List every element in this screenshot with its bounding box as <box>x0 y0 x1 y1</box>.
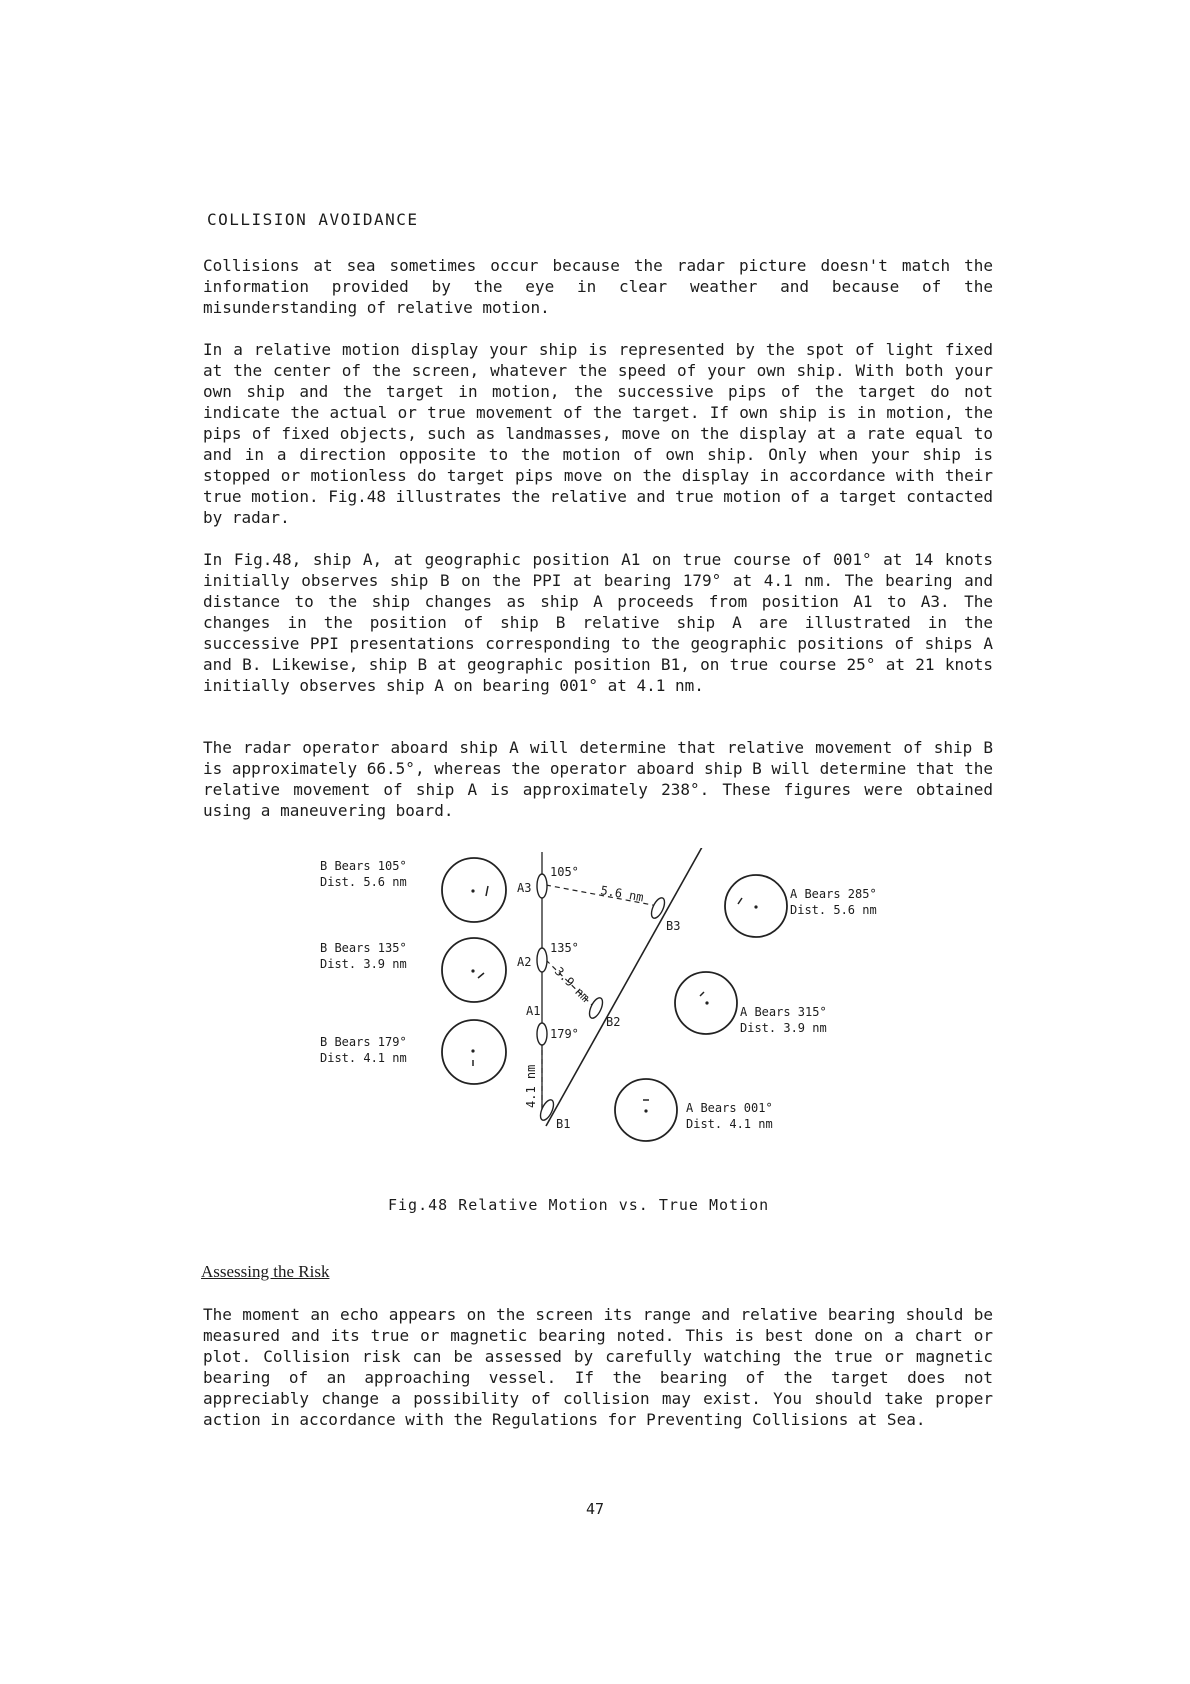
label-b1: B1 <box>556 1117 571 1131</box>
scope-a1 <box>320 1020 506 1084</box>
label-a3: A3 <box>517 881 532 895</box>
scope-b3 <box>725 875 877 937</box>
scope-a2-bears: B Bears 135° <box>320 941 407 955</box>
scope-a2-dist: Dist. 3.9 nm <box>320 957 407 971</box>
ship-b3-symbol <box>649 896 667 920</box>
distance-a3-b3: 5.6 nm <box>599 883 645 905</box>
paragraph-relative-movement: The radar operator aboard ship A will determine that relative movement of ship B is approximately 66.5°, whereas the operator aboard ship B will determine that the relative movement of ship A is approximately 238°. These figures were obtained using a maneuvering board. <box>203 738 993 820</box>
subheading-assessing-risk: Assessing the Risk <box>201 1262 330 1281</box>
angle-a2: 135° <box>550 941 579 955</box>
section-heading: COLLISION AVOIDANCE <box>207 210 419 229</box>
ship-a2-symbol <box>537 948 547 972</box>
scope-a1-dist: Dist. 4.1 nm <box>320 1051 407 1065</box>
scope-b1-bears: A Bears 001° <box>686 1101 773 1115</box>
paragraph-assessing-risk: The moment an echo appears on the screen its range and relative bearing should be measured and its true or magnetic bearing noted. This is best done on a chart or plot. Collision risk can be assessed by carefully watching the true or magnetic bearing of an approaching vessel. If the bearing of the target does not appreciably change a possibility of collision may exist. You should take proper action in accordance with the Regulations for Preventing Collisions at Sea. <box>203 1305 993 1429</box>
scope-b1-dist: Dist. 4.1 nm <box>686 1117 773 1131</box>
distance-a2-b2: 3.9 nm <box>551 964 593 1005</box>
scope-b2-dist: Dist. 3.9 nm <box>740 1021 827 1035</box>
scope-b1 <box>615 1079 773 1141</box>
page-number: 47 <box>586 1500 605 1518</box>
label-a1: A1 <box>526 1004 541 1018</box>
ship-b2-symbol <box>587 996 605 1020</box>
paragraph-collisions: Collisions at sea sometimes occur because the radar picture doesn't match the information provided by the eye in clear weather and because of the misunderstanding of relative motion. <box>203 256 993 317</box>
angle-a1: 179° <box>550 1027 579 1041</box>
ship-a3-symbol <box>537 874 547 898</box>
scope-b3-bears: A Bears 285° <box>790 887 877 901</box>
label-a2: A2 <box>517 955 532 969</box>
label-b3: B3 <box>666 919 681 933</box>
figure-caption: Fig.48 Relative Motion vs. True Motion <box>388 1196 770 1214</box>
paragraph-relative-motion-display: In a relative motion display your ship is represented by the spot of light fixed at the center of the screen, whatever the speed of your own ship. With both your own ship and the target in motion, the successive pips of the target do not indicate the actual or true movement of the target. If own ship is in motion, the pips of fixed objects, such as landmasses, move on the display at a rate equal to and in a direction opposite to the motion of own ship. Only when your ship is stopped or motionless do target pips move on the display in accordance with their true motion. Fig.48 illustrates the relative and true motion of a target contacted by radar. <box>203 340 993 527</box>
ship-b1-symbol <box>538 1098 556 1122</box>
relative-motion-figure <box>310 848 890 1188</box>
scope-a2 <box>320 938 506 1002</box>
scope-a3 <box>320 858 506 922</box>
label-b2: B2 <box>606 1015 621 1029</box>
scope-a3-bears: B Bears 105° <box>320 859 407 873</box>
angle-a3: 105° <box>550 865 579 879</box>
scope-b2 <box>675 972 827 1035</box>
scope-b2-bears: A Bears 315° <box>740 1005 827 1019</box>
paragraph-fig48-description: In Fig.48, ship A, at geographic position A1 on true course of 001° at 14 knots initially observes ship B on the PPI at bearing 179° at 4.1 nm. The bearing and distance to the ship changes as ship A proceeds from position A1 to A3. The changes in the position of ship B relative ship A are illustrated in the successive PPI presentations corresponding to the geographic positions of ships A and B. Likewise, ship B at geographic position B1, on true course 25° at 21 knots initially observes ship A on bearing 001° at 4.1 nm. <box>203 550 993 695</box>
scope-a3-dist: Dist. 5.6 nm <box>320 875 407 889</box>
scope-b3-dist: Dist. 5.6 nm <box>790 903 877 917</box>
distance-a1-b1: 4.1 nm <box>524 1064 538 1108</box>
ship-a1-symbol <box>537 1023 547 1045</box>
scope-a1-bears: B Bears 179° <box>320 1035 407 1049</box>
